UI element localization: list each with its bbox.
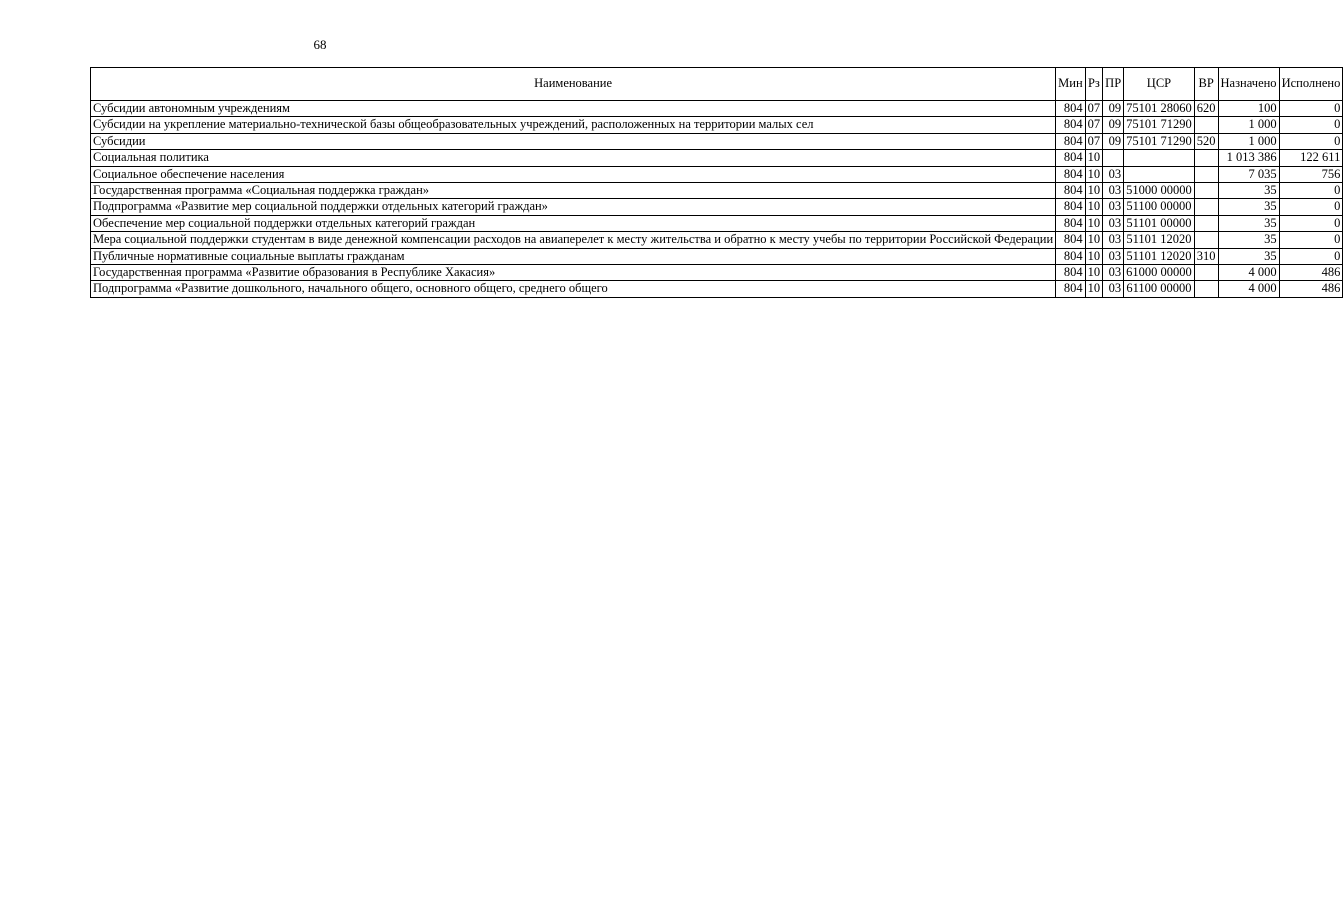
cell-assigned: 1 013 386 (1218, 150, 1279, 166)
cell-min: 804 (1056, 265, 1086, 281)
cell-pr: 03 (1103, 199, 1124, 215)
cell-name: Обеспечение мер социальной поддержки отдельных категорий граждан (91, 215, 1056, 231)
table-row (91, 101, 1343, 117)
cell-csr: 61100 00000 (1124, 281, 1195, 297)
cell-assigned: 35 (1218, 232, 1279, 248)
cell-vr (1194, 150, 1218, 166)
cell-pr: 03 (1103, 215, 1124, 231)
cell-assigned: 1 000 (1218, 117, 1279, 133)
cell-min: 804 (1056, 183, 1086, 199)
cell-executed: 0 (1279, 248, 1343, 264)
cell-csr (1124, 150, 1195, 166)
cell-csr: 51100 00000 (1124, 199, 1195, 215)
cell-assigned: 35 (1218, 199, 1279, 215)
header-name: Наименование (91, 68, 1056, 101)
cell-min: 804 (1056, 133, 1086, 149)
cell-executed: 122 611 (1279, 150, 1343, 166)
table-row (91, 150, 1343, 166)
cell-name: Государственная программа «Социальная поддержка граждан» (91, 183, 1056, 199)
cell-pr: 09 (1103, 133, 1124, 149)
table-row (91, 117, 1343, 133)
cell-min: 804 (1056, 232, 1086, 248)
cell-rz: 10 (1085, 215, 1103, 231)
cell-vr: 310 (1194, 248, 1218, 264)
cell-name: Подпрограмма «Развитие мер социальной поддержки отдельных категорий граждан» (91, 199, 1056, 215)
cell-assigned: 7 035 (1218, 166, 1279, 182)
cell-vr: 520 (1194, 133, 1218, 149)
cell-name: Субсидии автономным учреждениям (91, 101, 1056, 117)
table-row (91, 248, 1343, 264)
cell-min: 804 (1056, 101, 1086, 117)
cell-vr (1194, 215, 1218, 231)
cell-vr (1194, 117, 1218, 133)
table-row (91, 166, 1343, 182)
table-row (91, 183, 1343, 199)
cell-executed: 0 (1279, 215, 1343, 231)
cell-executed: 486 (1279, 281, 1343, 297)
header-vr: ВР (1194, 68, 1218, 101)
header-min: Мин (1056, 68, 1086, 101)
cell-vr (1194, 265, 1218, 281)
table-row (91, 265, 1343, 281)
cell-assigned: 35 (1218, 248, 1279, 264)
cell-csr: 61000 00000 (1124, 265, 1195, 281)
cell-min: 804 (1056, 199, 1086, 215)
cell-rz: 07 (1085, 133, 1103, 149)
cell-rz: 10 (1085, 150, 1103, 166)
header-assigned: Назначено (1218, 68, 1279, 101)
cell-assigned: 1 000 (1218, 133, 1279, 149)
cell-pr: 03 (1103, 166, 1124, 182)
cell-vr (1194, 232, 1218, 248)
cell-csr: 75101 28060 (1124, 101, 1195, 117)
cell-assigned: 100 (1218, 101, 1279, 117)
cell-name: Субсидии (91, 133, 1056, 149)
cell-executed: 0 (1279, 101, 1343, 117)
cell-executed: 756 (1279, 166, 1343, 182)
budget-table (90, 67, 1343, 298)
header-pr: ПР (1103, 68, 1124, 101)
cell-name: Социальная политика (91, 150, 1056, 166)
table-header-row (91, 68, 1343, 101)
cell-min: 804 (1056, 150, 1086, 166)
cell-rz: 10 (1085, 232, 1103, 248)
cell-rz: 10 (1085, 166, 1103, 182)
cell-assigned: 35 (1218, 183, 1279, 199)
cell-csr: 51000 00000 (1124, 183, 1195, 199)
cell-min: 804 (1056, 215, 1086, 231)
cell-pr: 03 (1103, 265, 1124, 281)
cell-rz: 07 (1085, 101, 1103, 117)
cell-pr (1103, 150, 1124, 166)
table-row (91, 199, 1343, 215)
cell-rz: 10 (1085, 281, 1103, 297)
cell-assigned: 4 000 (1218, 281, 1279, 297)
cell-rz: 10 (1085, 183, 1103, 199)
cell-name: Социальное обеспечение населения (91, 166, 1056, 182)
cell-csr: 75101 71290 (1124, 133, 1195, 149)
cell-csr: 51101 12020 (1124, 232, 1195, 248)
cell-pr: 03 (1103, 248, 1124, 264)
cell-vr (1194, 183, 1218, 199)
cell-executed: 0 (1279, 133, 1343, 149)
cell-executed: 0 (1279, 199, 1343, 215)
cell-vr: 620 (1194, 101, 1218, 117)
cell-min: 804 (1056, 281, 1086, 297)
table-row (91, 281, 1343, 297)
header-csr: ЦСР (1124, 68, 1195, 101)
cell-rz: 07 (1085, 117, 1103, 133)
cell-rz: 10 (1085, 248, 1103, 264)
cell-name: Мера социальной поддержки студентам в виде денежной компенсации расходов на авиаперелет к месту жительства и обратно к месту учебы по территории Российской Федерации (91, 232, 1056, 248)
cell-pr: 09 (1103, 117, 1124, 133)
cell-name: Публичные нормативные социальные выплаты гражданам (91, 248, 1056, 264)
cell-name: Подпрограмма «Развитие дошкольного, начального общего, основного общего, среднего общего (91, 281, 1056, 297)
cell-min: 804 (1056, 117, 1086, 133)
header-executed: Исполнено (1279, 68, 1343, 101)
cell-name: Государственная программа «Развитие образования в Республике Хакасия» (91, 265, 1056, 281)
cell-vr (1194, 281, 1218, 297)
cell-csr (1124, 166, 1195, 182)
cell-pr: 03 (1103, 281, 1124, 297)
cell-rz: 10 (1085, 199, 1103, 215)
cell-rz: 10 (1085, 265, 1103, 281)
cell-vr (1194, 166, 1218, 182)
page-number: 68 (313, 37, 327, 52)
cell-min: 804 (1056, 248, 1086, 264)
table-row (91, 133, 1343, 149)
cell-pr: 03 (1103, 183, 1124, 199)
table-row (91, 215, 1343, 231)
cell-csr: 75101 71290 (1124, 117, 1195, 133)
cell-pr: 03 (1103, 232, 1124, 248)
cell-pr: 09 (1103, 101, 1124, 117)
cell-min: 804 (1056, 166, 1086, 182)
cell-name: Субсидии на укрепление материально-технической базы общеобразовательных учреждений, расположенных на территории малых сел (91, 117, 1056, 133)
cell-csr: 51101 12020 (1124, 248, 1195, 264)
header-rz: Рз (1085, 68, 1103, 101)
cell-executed: 486 (1279, 265, 1343, 281)
cell-assigned: 4 000 (1218, 265, 1279, 281)
cell-executed: 0 (1279, 183, 1343, 199)
cell-executed: 0 (1279, 232, 1343, 248)
cell-csr: 51101 00000 (1124, 215, 1195, 231)
table-row (91, 232, 1343, 248)
cell-vr (1194, 199, 1218, 215)
cell-executed: 0 (1279, 117, 1343, 133)
cell-assigned: 35 (1218, 215, 1279, 231)
